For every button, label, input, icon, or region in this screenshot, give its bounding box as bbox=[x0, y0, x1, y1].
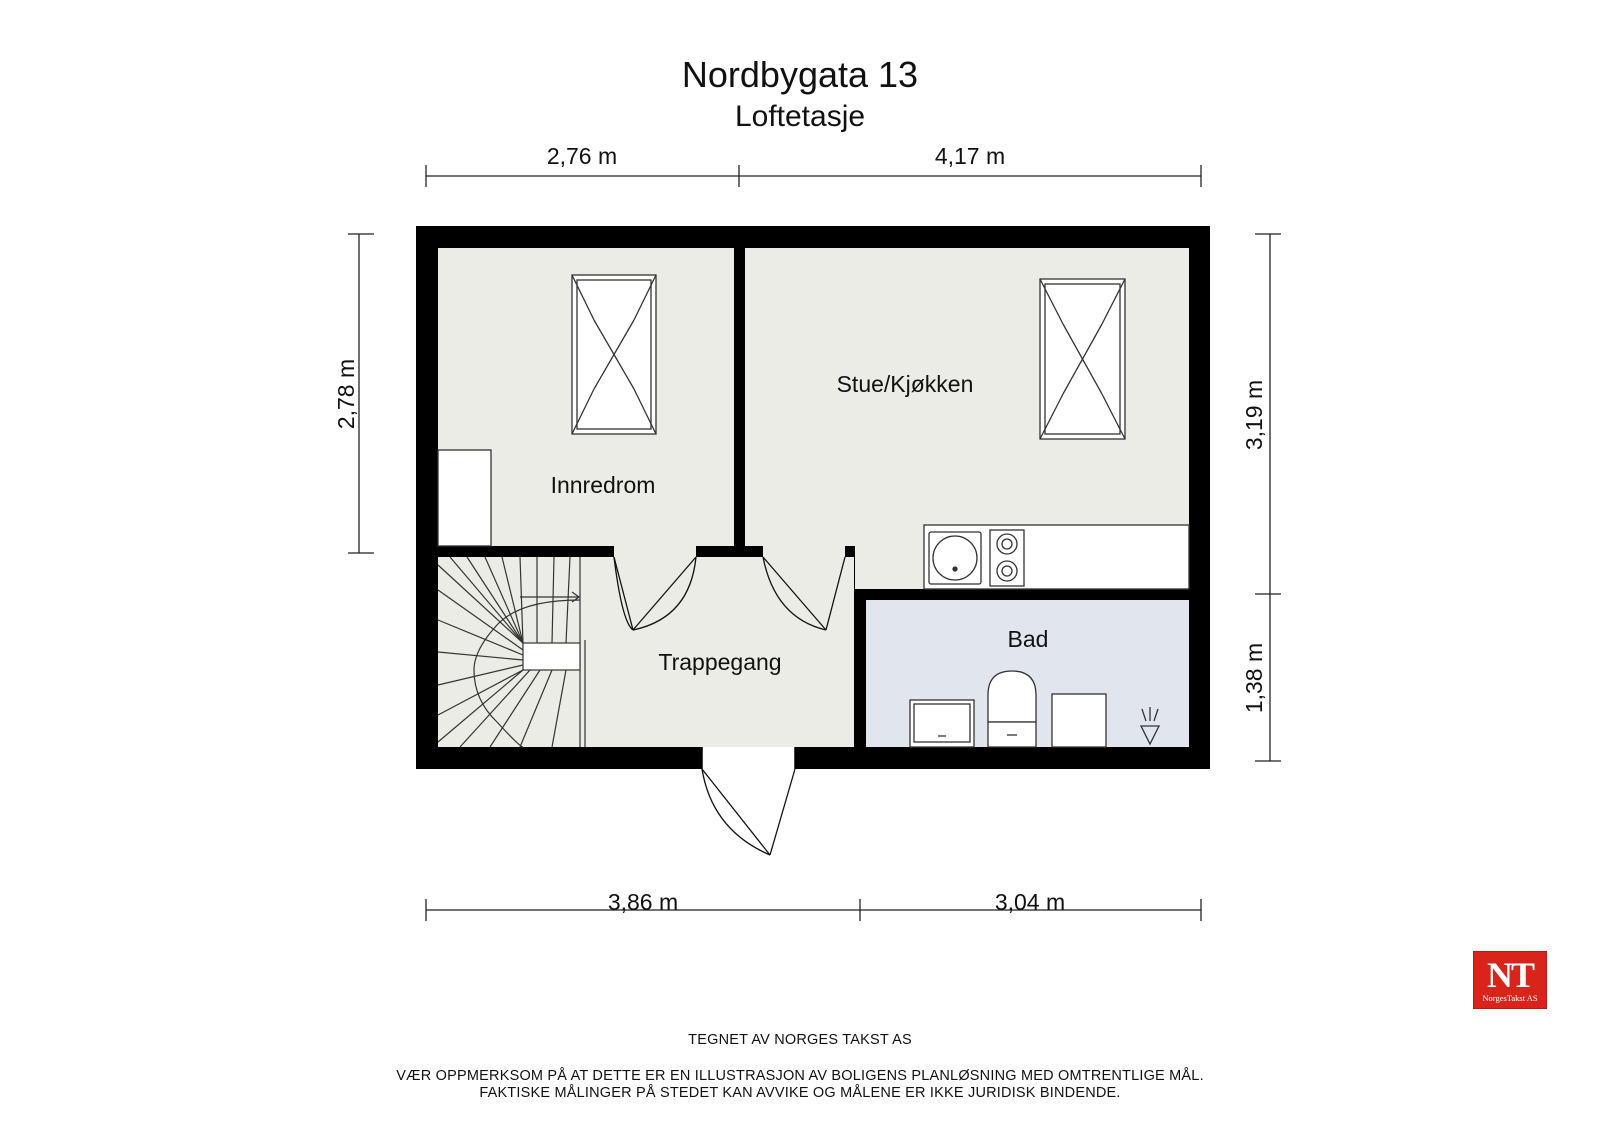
dimension-bottom-left: 3,86 m bbox=[607, 889, 679, 915]
bathroom-sink bbox=[910, 700, 974, 747]
kitchen-counter bbox=[924, 525, 1189, 589]
norgestakst-logo bbox=[1473, 951, 1547, 1009]
plan-title: Nordbygata 13 bbox=[681, 54, 919, 95]
dimension-top-left: 2,76 m bbox=[546, 143, 618, 169]
skylight-stue bbox=[1040, 279, 1125, 439]
room-label-trappegang: Trappegang bbox=[658, 649, 782, 675]
footer-disclaimer-line2: FAKTISKE MÅLINGER PÅ STEDET KAN AVVIKE OG MÅLENE ER IKKE JURIDISK BINDENDE. bbox=[479, 1085, 1121, 1101]
logo-mark: NT bbox=[1486, 955, 1533, 995]
dimension-left: 2,78 m bbox=[333, 358, 359, 430]
skylight-innredrom bbox=[572, 275, 656, 434]
door-entrance bbox=[702, 769, 795, 855]
room-label-stue-kjokken: Stue/Kjøkken bbox=[836, 371, 974, 397]
door-opening-entrance bbox=[702, 747, 795, 769]
dimension-bottom-right: 3,04 m bbox=[994, 889, 1066, 915]
dimension-right-bottom: 1,38 m bbox=[1241, 642, 1267, 714]
dimension-right-top: 3,19 m bbox=[1241, 379, 1267, 451]
logo-text: NorgesTakst AS bbox=[1482, 993, 1538, 1003]
plan-subtitle: Loftetasje bbox=[734, 100, 866, 133]
footer-disclaimer-line1: VÆR OPPMERKSOM PÅ AT DETTE ER EN ILLUSTRASJON AV BOLIGENS PLANLØSNING MED OMTRENTLIGE MÅL. bbox=[396, 1068, 1204, 1084]
door-opening-stue bbox=[763, 546, 845, 557]
room-label-bad: Bad bbox=[1007, 626, 1049, 652]
door-opening-innredrom bbox=[614, 546, 696, 557]
toilet bbox=[988, 671, 1036, 747]
cabinet bbox=[438, 450, 491, 546]
room-label-innredrom: Innredrom bbox=[550, 472, 656, 498]
footer-drawn-by: TEGNET AV NORGES TAKST AS bbox=[688, 1032, 912, 1048]
dimension-top-right: 4,17 m bbox=[934, 143, 1006, 169]
washing-machine bbox=[1052, 694, 1106, 747]
footer-disclaimer bbox=[0, 1068, 1600, 1102]
